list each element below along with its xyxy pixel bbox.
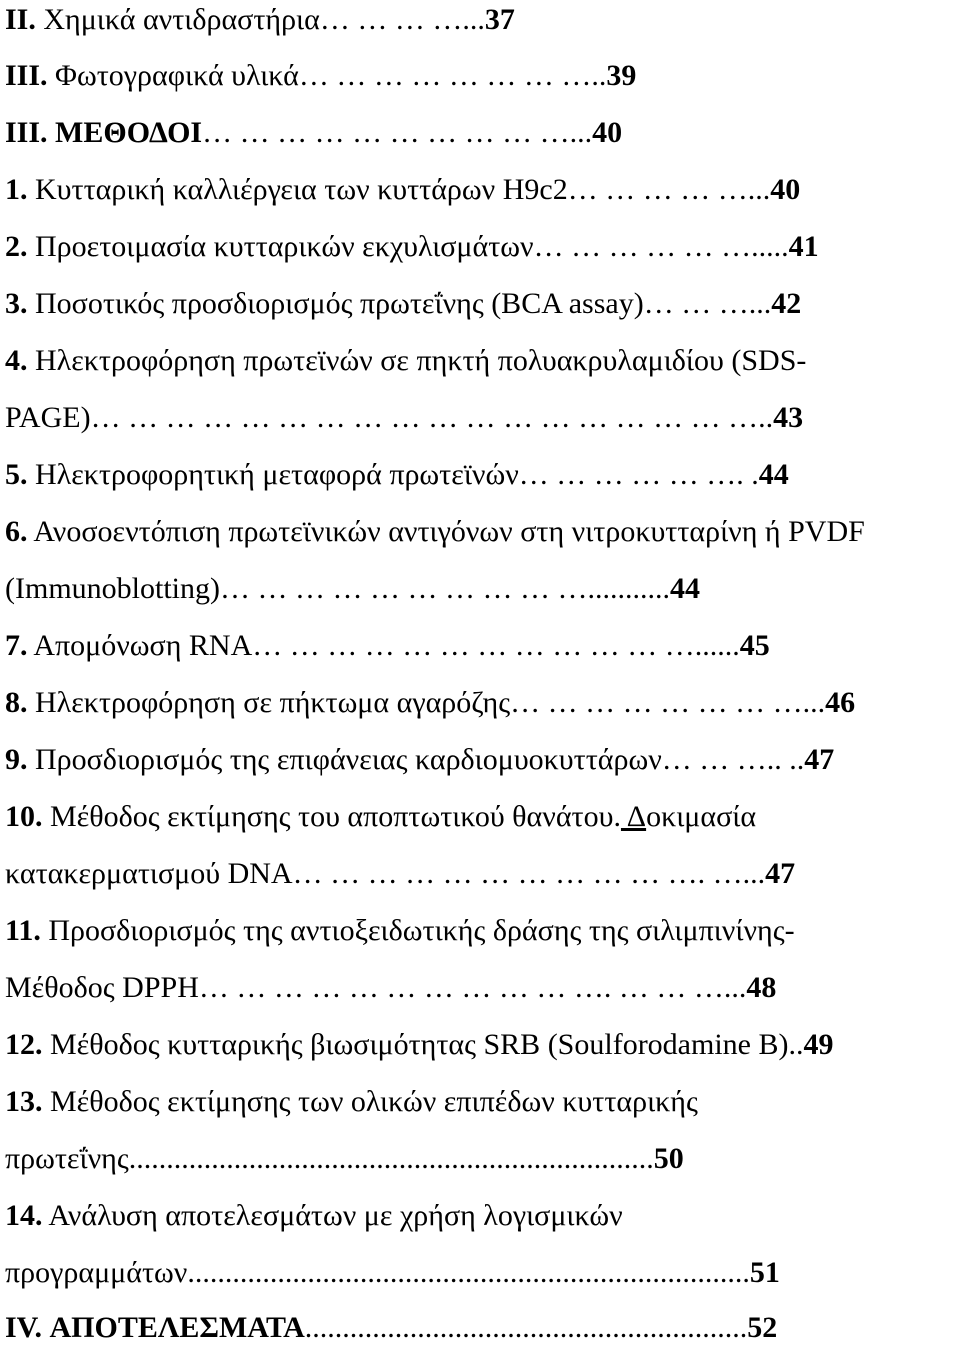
toc-entry [5, 740, 960, 780]
toc-entry-number: 12. [5, 1028, 43, 1061]
toc-entry-leader: … … ….. .. [661, 743, 805, 776]
toc-entry-title: Ηλεκτροφόρηση πρωτεϊνών σε πηκτή πολυακρυλαμιδίου (SDS- [27, 344, 807, 377]
toc-entry-leader: … … … … … … … … … … …. … … …... [198, 971, 747, 1004]
toc-entry-title: Ανοσοεντόπιση πρωτεϊνικών αντιγόνων στη νιτροκυτταρίνη ή PVDF [27, 515, 865, 548]
toc-entry-title-rest: οκιμασία [646, 800, 757, 833]
toc-entry-number: 3. [5, 287, 28, 320]
toc-entry-title: Μέθοδος κυτταρικής βιωσιμότητας SRB (Soulforodamine B).. [42, 1028, 804, 1061]
toc-entry-number: 4. [5, 344, 28, 377]
toc-entry-title: Χημικά αντιδραστήρια [35, 3, 320, 36]
toc-entry-title: ΜΕΘΟΔΟΙ [47, 116, 203, 149]
toc-entry [5, 1082, 960, 1122]
toc-entry [5, 797, 960, 837]
toc-entry-number: 9. [5, 743, 28, 776]
toc-entry-title: Φωτογραφικά υλικά [47, 59, 299, 92]
toc-entry-title: Προσδιορισμός της αντιοξειδωτικής δράσης της σιλιμπινίνης- [40, 914, 795, 947]
toc-entry-continuation [5, 569, 960, 609]
toc-entry-title: Ηλεκτροφορητική μεταφορά πρωτεϊνών [27, 458, 519, 491]
toc-entry-title: Προσδιορισμός της επιφάνειας καρδιομυοκυττάρων [27, 743, 662, 776]
toc-entry-title: Απομόνωση RNA [27, 629, 253, 662]
toc-entry [5, 1308, 960, 1348]
toc-entry-page: 44 [669, 572, 700, 605]
toc-entry-continuation [5, 1253, 960, 1293]
toc-entry-title: (Immunoblotting) [5, 572, 220, 605]
toc-entry-title: πρωτεΐνης [5, 1142, 129, 1175]
toc-entry-page: 47 [804, 743, 835, 776]
toc-entry-page: 45 [739, 629, 770, 662]
toc-entry-number: 1. [5, 173, 28, 206]
toc-entry-title: Μέθοδος εκτίμησης του αποπτωτικού θανάτου. [42, 800, 621, 833]
toc-entry-leader: … … … … … …..... [533, 230, 789, 263]
toc-entry-title-underlined: Δ [620, 800, 647, 833]
toc-entry-page: 49 [803, 1028, 834, 1061]
toc-entry-title: Προετοιμασία κυτταρικών εκχυλισμάτων [27, 230, 534, 263]
toc-entry-title: Ανάλυση αποτελεσμάτων με χρήση λογισμικών [42, 1199, 623, 1232]
toc-entry-page: 46 [825, 686, 856, 719]
toc-entry-leader: … … … … … … … … … …... [202, 116, 593, 149]
toc-entry-page: 40 [592, 116, 623, 149]
toc-entry-leader: … … … … … …. . [518, 458, 759, 491]
toc-entry-number: 7. [5, 629, 28, 662]
toc-entry [5, 512, 960, 552]
toc-entry-leader: … … … … … … … ….. [298, 59, 607, 92]
toc-entry-page: 40 [770, 173, 801, 206]
toc-entry-number: 11. [5, 914, 41, 947]
toc-entry-number: 13. [5, 1085, 43, 1118]
toc-entry-page: 42 [771, 287, 802, 320]
toc-entry-title: Μέθοδος DPPH [5, 971, 199, 1004]
toc-entry-title: Κυτταρική καλλιέργεια των κυττάρων H9c2 [27, 173, 568, 206]
toc-entry-title: PAGE) [5, 401, 91, 434]
toc-entry-continuation [5, 854, 960, 894]
toc-entry-leader: … … … … …... [567, 173, 771, 206]
toc-entry-page: 51 [749, 1256, 780, 1289]
toc-entry-continuation [5, 1139, 960, 1179]
toc-entry [5, 113, 960, 153]
toc-entry-leader: ........................................................... [304, 1311, 748, 1344]
toc-entry-page: 43 [773, 401, 804, 434]
toc-entry [5, 911, 960, 951]
toc-entry-leader: … … … … … … … …... [510, 686, 826, 719]
toc-entry [5, 455, 960, 495]
toc-entry-number: IV. [5, 1311, 42, 1344]
toc-entry-leader: … … … … … … … … … …........... [219, 572, 670, 605]
toc-entry [5, 1025, 960, 1065]
toc-entry-number: III. [5, 116, 48, 149]
toc-entry-continuation [5, 968, 960, 1008]
toc-entry [5, 227, 960, 267]
toc-entry-leader: ...................................................................... [128, 1142, 654, 1175]
toc-entry-continuation [5, 398, 960, 438]
toc-entry [5, 284, 960, 324]
toc-entry-page: 39 [606, 59, 637, 92]
toc-entry-number: 5. [5, 458, 28, 491]
toc-entry [5, 626, 960, 666]
toc-entry-page: 37 [484, 3, 515, 36]
toc-entry-number: 8. [5, 686, 28, 719]
toc-entry-page: 44 [758, 458, 789, 491]
toc-entry-number: 2. [5, 230, 28, 263]
toc-entry [5, 1196, 960, 1236]
toc-entry-leader: ........................................................................... [187, 1256, 750, 1289]
toc-entry-leader: … … …... [643, 287, 772, 320]
toc-entry-number: II. [5, 3, 36, 36]
toc-entry [5, 56, 960, 96]
toc-entry-title: Μέθοδος εκτίμησης των ολικών επιπέδων κυτταρικής [42, 1085, 698, 1118]
toc-entry [5, 683, 960, 723]
toc-entry-title: Ποσοτικός προσδιορισμός πρωτεΐνης (BCA assay) [27, 287, 644, 320]
toc-entry-number: 14. [5, 1199, 43, 1232]
toc-entry-leader: … … … …... [319, 3, 485, 36]
toc-entry-title-caps: ΑΠΟΤΕΛΕΣΜΑΤΑ [49, 1311, 305, 1344]
toc-entry-title: Ηλεκτροφόρηση σε πήκτωμα αγαρόζης [27, 686, 511, 719]
toc-entry [5, 170, 960, 210]
toc-entry-page: 52 [747, 1311, 778, 1344]
toc-entry-page: 50 [653, 1142, 684, 1175]
toc-entry-title: προγραμμάτων [5, 1256, 188, 1289]
toc-entry-leader: … … … … … … … … … … … …...... [252, 629, 740, 662]
toc-entry [5, 0, 960, 40]
toc-entry-number: 10. [5, 800, 43, 833]
toc-entry-leader: … … … … … … … … … … … … … … … … … ….. [90, 401, 774, 434]
toc-entry-number: 6. [5, 515, 28, 548]
toc-entry-title: κατακερματισμού DNA [5, 857, 293, 890]
toc-entry-leader: … … … … … … … … … … …. …... [292, 857, 766, 890]
toc-entry [5, 341, 960, 381]
toc-entry-page: 41 [788, 230, 819, 263]
toc-entry-page: 47 [765, 857, 796, 890]
toc-entry-page: 48 [746, 971, 777, 1004]
toc-entry-number: III. [5, 59, 48, 92]
